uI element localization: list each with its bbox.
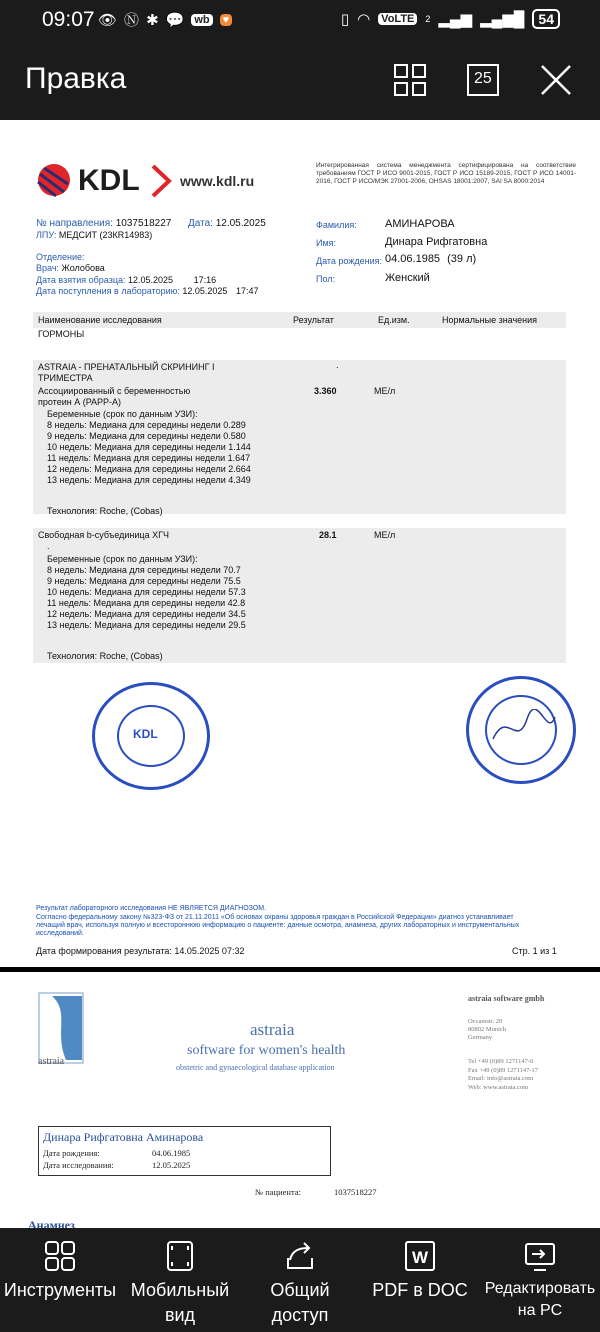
section-hormones: ГОРМОНЫ (38, 329, 85, 339)
patient-sex: Женский (385, 272, 430, 284)
astraia-subtitle: obstetric and gynaecological database application (176, 1063, 335, 1072)
share-icon (284, 1240, 316, 1272)
clinic-stamp: KDL (92, 682, 210, 790)
disclaimer-title: Результат лабораторного исследования НЕ ЯВЛЯЕТСЯ ДИАГНОЗОМ. (36, 905, 267, 912)
share-button[interactable]: Общий доступ (240, 1228, 360, 1332)
test-name: Свободная b-субъединица ХГЧ (38, 530, 169, 540)
section-anamnesis: Анамнез (28, 1218, 75, 1228)
patient-birth: 04.06.1985 (385, 253, 441, 265)
astraia-logo-icon (38, 992, 84, 1064)
signal-icon-1: ▂▄▆ (438, 11, 473, 28)
status-time: 09:07 (42, 8, 95, 31)
patient-surname: АМИНАРОВА (385, 218, 455, 230)
test-name: Ассоциированный с беременностью протеин А (PAPP-A) (38, 386, 191, 407)
mobile-view-icon (164, 1240, 196, 1272)
kdl-site: www.kdl.ru (180, 173, 255, 189)
signature-icon (487, 709, 559, 749)
page-count: 25 (474, 70, 492, 87)
word-icon (404, 1240, 436, 1272)
company-name: astraia software gmbh (468, 994, 545, 1003)
patient-full-name: Динара Рифгатовна Аминарова (43, 1130, 204, 1144)
bottom-toolbar (0, 1228, 600, 1332)
top-bar (0, 40, 600, 120)
kdl-chevron-icon (150, 164, 172, 198)
test-result: 3.360 (314, 386, 337, 396)
wifi-icon: ◠ (357, 11, 371, 28)
tools-icon (44, 1240, 76, 1272)
edit-on-pc-icon (524, 1240, 556, 1272)
astraia-tagline: software for women's health (187, 1043, 346, 1058)
vibrate-icon: ▯ (340, 11, 350, 28)
referral-date: 12.05.2025 (215, 218, 266, 229)
pdf-to-doc-button[interactable]: W PDF в DOC (360, 1228, 480, 1332)
patient-box: Динара Рифгатовна Аминарова Дата рождения: 04.06.1985 Дата исследования: 12.05.2025 (38, 1126, 331, 1176)
grid-view-button[interactable] (392, 62, 428, 98)
chat-icon: 💬 (165, 11, 185, 29)
patient-name: Динара Рифгатовна (385, 236, 488, 248)
test-unit: МЕ/л (374, 386, 396, 396)
document-page-1[interactable]: KDL www.kdl.ru Интегрированная система менеджмента сертифицирована на соответствие требованиям ГОСТ Р ИСО 9001-2015, ГОСТ Р ИСО 15189-2015, ГОСТ Р ИСО 14001-2016, ГОСТ Р ИСО/МЭК 27001-2006, OHSAS 18001:2007, SAI SA 8000:2014 № направления: 1037518227 Дата: 12.05.2025 ЛПУ: МЕДСИТ (23КR14983) Отделение: Врач: Жолобова Дата взятия образца: 12.05.2025 17:16 Дата поступления в лабораторию: 12.05.2025 17:47 Фамилия: АМИНАРОВА Имя: Динара Рифгатовна Дата рождения: 04.06.1985 (39 л) Пол: Женский Наименование исследования Результат Ед.изм. Нормальные значения ГОРМОНЫ ASTRAIA - ПРЕНАТАЛЬНЫЙ СКРИНИНГ I ТРИМЕСТРА . Ассоциированный с беременностью протеин А (PAPP-A) 3.360 МЕ/л Беременные (срок по данным УЗИ): 8 недель: Медиана для середины недели 0.289 9 недель: Медиана для середины недели 0.580 10 недель: Медиана для середины недели 1.144 11 недель: Медиана для середины недели 1.647 12 недель: Медиана для середины недели 2.664 13 недель: Медиана для середины недели 4.349 Технология: Roche, (Cobas) Свободная b-субъединица ХГЧ 28.1 МЕ/л . Беременные (срок по данным УЗИ): 8 недель: Медиана для середины недели 70.7 9 недель: Медиана для середины недели 75.5 10 недель: Медиана для середины недели 57.3 11 недель: Медиана для середины недели 42.8 12 недель: Медиана для середины недели 34.5 13 недель: Медиана для середины недели 29.5 Технология: Roche, (Cobas) KDL Результат лабораторного исследования НЕ ЯВЛЯЕТСЯ ДИАГНОЗОМ. Согласно федеральному закону №323-ФЗ от 21.11.2011 «Об основах охраны здоровья граждан в Российской Федерации» диагноз устанавливает лечащий врач, используя полную и всестороннюю информацию о пациенте: данные осмотра, анамнеза, других лабораторных и инструментальных исследований. Дата формирования результата: 14.05.2025 07:32 Стр. 1 из 1 (0, 120, 600, 967)
mobile-view-button[interactable]: Мобильный вид (120, 1228, 240, 1332)
edit-on-pc-button[interactable]: Редактировать на PC (480, 1228, 600, 1332)
panel-title: ASTRAIA - ПРЕНАТАЛЬНЫЙ СКРИНИНГ I ТРИМЕСТРА (38, 362, 215, 383)
referral-number: 1037518227 (115, 218, 172, 229)
astraia-brand: astraia (250, 1020, 295, 1039)
page-title: Правка (25, 62, 127, 95)
patient-number: 1037518227 (334, 1187, 377, 1197)
eye-icon: 👁 (98, 11, 118, 29)
result-formed-date: 14.05.2025 07:32 (174, 946, 245, 956)
sim-number: 2 (425, 14, 431, 24)
kdl-logo-text: KDL (78, 164, 140, 197)
page-count-button[interactable] (466, 62, 502, 98)
doctor-stamp (466, 676, 576, 784)
nfc-icon: Ⓝ (124, 12, 140, 29)
company-contacts: Tel +49 (0)89 1271147-0 Fax +49 (0)89 1271147-17 Email: info@astraia.com Web: www.astraia.com (468, 1058, 539, 1091)
doctor: Жолобова (61, 263, 105, 273)
close-button[interactable] (538, 62, 574, 98)
page-number: Стр. 1 из 1 (512, 946, 557, 956)
certification-text: Интегрированная система менеджмента сертифицирована на соответствие требованиям ГОСТ Р ИСО 9001-2015, ГОСТ Р ИСО 15189-2015, ГОСТ Р ИСО 14001-2016, ГОСТ Р ИСО/МЭК 27001-2006, OHSAS 18001:2007, SAI SA 8000:2014 (316, 162, 576, 185)
document-page-2[interactable]: astraia astraia software for women's health obstetric and gynaecological database application astraia software gmbh Occamstr. 20 80802 Munich Germany Tel +49 (0)89 1271147-0 Fax +49 (0)89 1271147-17 Email: info@astraia.com Web: www.astraia.com Динара Рифгатовна Аминарова Дата рождения: 04.06.1985 Дата исследования: 12.05.2025 № пациента: 1037518227 Анамнез (0, 972, 600, 1228)
close-icon (538, 62, 574, 98)
test-unit: МЕ/л (374, 530, 396, 540)
status-bar (0, 0, 600, 40)
wb-icon: wb (191, 14, 212, 26)
bluetooth-icon: ✱ (146, 11, 159, 29)
grid-icon (392, 62, 428, 98)
test-result: 28.1 (319, 530, 337, 540)
company-address: Occamstr. 20 80802 Munich Germany (468, 1018, 507, 1041)
signal-icon-2: ▂▄▆█ (480, 11, 525, 28)
lpu: МЕДСИТ (23КR14983) (58, 230, 153, 240)
battery-icon: 54 (532, 9, 560, 29)
astraia-logo-caption: astraia (38, 1056, 65, 1067)
tools-button[interactable]: Инструменты (0, 1228, 120, 1332)
kdl-logo-icon (36, 162, 76, 198)
app-heart-icon: ♥ (220, 14, 233, 26)
volte-icon: VoLTE (378, 13, 417, 25)
svg-text:W: W (411, 1248, 429, 1267)
disclaimer-text: Согласно федеральному закону №323-ФЗ от 21.11.2011 «Об основах охраны здоровья граждан в Российской Федерации» диагноз устанавливает лечащий врач, используя полную и всестороннюю информацию о пациенте: данные осмотра, анамнеза, других лабораторных и инструментальных исследований. (36, 914, 520, 937)
